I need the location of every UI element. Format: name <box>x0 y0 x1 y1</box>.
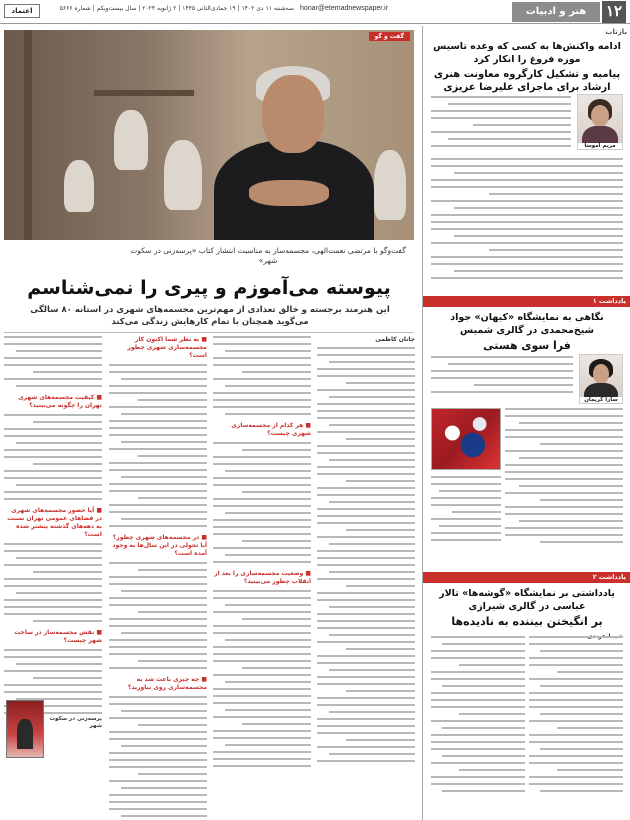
note-band: یادداشت ۱ <box>423 296 630 307</box>
section-email: honar@etemadnewspaper.ir <box>300 5 389 12</box>
story-headline-main: بر انگیختن بیننده به نادیده‌ها <box>451 615 603 628</box>
question-heading: ■ نقش مجسمه‌ساز در ساخت شهر چیست؟ <box>14 629 102 644</box>
question-heading: ■ به نظر شما اکنون کار مجسمه‌سازی شهری چطور است؟ <box>127 336 207 359</box>
question-heading: ■ کیفیت مجسمه‌های شهری تهران را چگونه می‌بینید؟ <box>18 394 102 409</box>
main-interview <box>0 26 421 820</box>
question-heading: ■ هر کدام از مجسمه‌سازی شهری چیست؟ <box>231 422 311 437</box>
artwork-image <box>431 408 501 470</box>
question-heading: ■ چه چیزی باعث شد به مجسمه‌سازی روی بیاورید؟ <box>127 676 207 691</box>
author-name: سارا کریمان <box>580 397 622 403</box>
right-column <box>422 26 630 820</box>
dateline: سه‌شنبه ۱۱ دی ۱۴۰۲ | ۱۹ جمادی‌الثانی ۱۴۴۵ | ۲ ژانویه ۲۰۲۴ | سال بیست‌ویکم | شماره ۵۶۶۶ <box>59 5 294 12</box>
book-caption: پرسه‌زنی در سکوت شهر <box>49 716 102 729</box>
story-kicker: بازتاب <box>605 28 627 36</box>
story-body <box>431 356 573 404</box>
main-subheadline: این هنرمند برجسته و خالق تعدادی از مهم‌ترین مجسمه‌های شهری در استانه ۸۰ سالگی می‌گوید همچنان با تمام کارهایش زندگی می‌کند <box>30 305 390 327</box>
note-band: یادداشت ۲ <box>423 572 630 583</box>
author-photo <box>577 94 623 150</box>
story-body <box>431 96 571 156</box>
story-body-left <box>431 476 501 564</box>
story-headline: ادامه واکنش‌ها به کسی که وعده تاسیس موزه فروغ را انکار کرد <box>433 41 621 65</box>
article-col-1 <box>317 336 415 816</box>
story-headline: نگاهی به نمایشگاه «کیهان» جواد شیخ‌محمدی در گالری شمیس <box>450 312 604 336</box>
author-name: مریم آموسا <box>578 143 622 149</box>
section-label: هنر و ادبیات <box>512 2 600 22</box>
newspaper-logo: اعتماد <box>4 4 40 18</box>
story-headline-main: فرا سوی هستی <box>483 339 571 352</box>
masthead <box>0 0 630 24</box>
main-headline: پیوسته می‌آموزم و پیری را نمی‌شناسم <box>27 277 391 299</box>
story-headline: یادداشتی بر نمایشگاه «گوشه‌ها» تالار عباسی در گالری شیرازی <box>439 588 615 612</box>
story-body-left <box>431 636 525 816</box>
question-heading: ■ وضعیت مجسمه‌سازی را بعد از انقلاب چطور می‌بینید؟ <box>214 570 311 585</box>
interview-intro: گفت‌وگو با مرتضی نعمت‌الهی، مجسمه‌ساز به مناسبت انتشار کتاب «پرسه‌زنی در سکوت شهر» <box>130 246 406 265</box>
question-heading: ■ آیا حضور مجسمه‌های شهری در فضاهای عمومی تهران نسبت به دهه‌های گذشته بیشتر شده است؟ <box>7 507 102 538</box>
story-body <box>529 636 623 816</box>
author-photo <box>579 354 623 404</box>
byline: جانان کاظمی <box>375 336 415 343</box>
story-body-cont <box>431 158 623 290</box>
interview-photo <box>4 30 414 240</box>
story-headline-main: پیامبه و تشکیل کارگروه معاونت هنری ارشاد برای ماجرای علیرضا عزیزی <box>433 69 621 93</box>
story-exhibition-kayhan <box>423 296 630 570</box>
story-body-cont <box>505 408 623 564</box>
story-museum <box>423 26 630 294</box>
article-col-2 <box>213 336 311 816</box>
book-cover <box>6 700 44 758</box>
page-number: ۱۲ <box>602 1 626 23</box>
section-tag: گفت و گو <box>369 32 410 41</box>
article-col-3 <box>109 336 207 816</box>
question-heading: ■ در مجسمه‌های شهری چطور؟ آیا تحولی در این سال‌ها به وجود آمده است؟ <box>112 534 207 557</box>
story-exhibition-gooshe <box>423 572 630 820</box>
